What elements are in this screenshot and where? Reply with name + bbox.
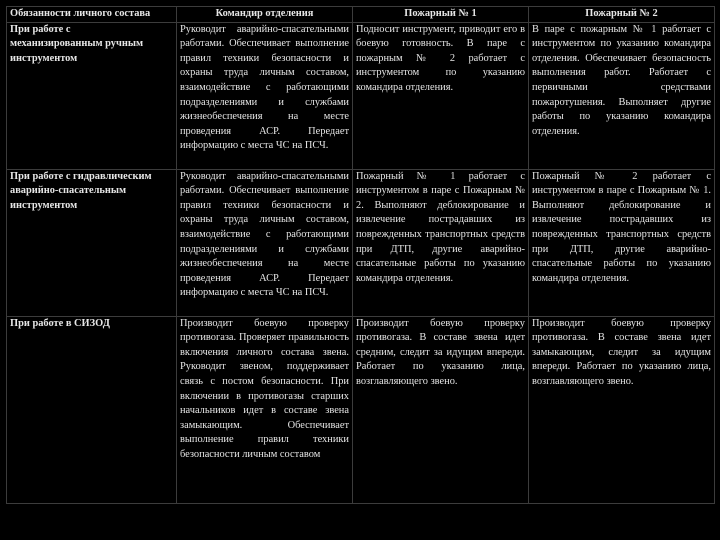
firefighter-2-cell: Пожарный № 2 работает с инструментом в паре с Пожарным № 1. Выполняют деблокирование и извлечение пострадавших из поврежденных транспортных средств при ДТП, другие аварийно-спасательные работы по указанию командира отделения.: [529, 169, 715, 316]
row-title: При работе в СИЗОД: [7, 316, 177, 503]
duties-table: [6, 6, 715, 504]
commander-cell: Руководит аварийно-спасательными работами. Обеспечивает выполнение правил техники безопасности и охраны труда личным составом, взаимодействие с работающими подразделениями и службами жизнеобеспечения на месте проведения АСР. Передает информацию с места ЧС на ПСЧ.: [177, 169, 353, 316]
header-row: [7, 7, 715, 23]
header-commander: Командир отделения: [177, 7, 353, 23]
header-duties: Обязанности личного состава: [7, 7, 177, 23]
header-firefighter-2: Пожарный № 2: [529, 7, 715, 23]
row-title: При работе с гидравлическим аварийно-спасательным инструментом: [7, 169, 177, 316]
table-row: [7, 169, 715, 316]
firefighter-1-cell: Производит боевую проверку противогаза. В составе звена идет средним, следит за идущим впереди. Работает по указанию лица, возглавляющего звено.: [353, 316, 529, 503]
firefighter-1-cell: Пожарный № 1 работает с инструментом в паре с Пожарным № 2. Выполняют деблокирование и извлечение пострадавших из поврежденных транспортных средств при ДТП, другие аварийно-спасательные работы по указанию командира отделения.: [353, 169, 529, 316]
table-row: [7, 316, 715, 503]
commander-cell: Руководит аварийно-спасательными работами. Обеспечивает выполнение правил техники безопасности и охраны труда личным составом, взаимодействие с работающими подразделениями и службами жизнеобеспечения на месте проведения АСР. Передает информацию с места ЧС на ПСЧ.: [177, 22, 353, 169]
firefighter-1-cell: Подносит инструмент, приводит его в боевую готовность. В паре с пожарным № 2 работает с инструментом по указанию командира отделения.: [353, 22, 529, 169]
table-row: [7, 22, 715, 169]
header-firefighter-1: Пожарный № 1: [353, 7, 529, 23]
row-title: При работе с механизированным ручным инструментом: [7, 22, 177, 169]
commander-cell: Производит боевую проверку противогаза. Проверяет правильность включения личного состава звена. Руководит звеном, поддерживает связь с постом безопасности. При включении в противогазы старших начальников идет в составе звена замыкающим. Обеспечивает выполнение правил техники безопасности личным составом: [177, 316, 353, 503]
firefighter-2-cell: В паре с пожарным № 1 работает с инструментом по указанию командира отделения. Обеспечивает безопасность выполнения работ. Работает с первичными средствами пожаротушения. Выполняет другие работы по указанию командира отделения.: [529, 22, 715, 169]
firefighter-2-cell: Производит боевую проверку противогаза. В составе звена идет замыкающим, следит за идущим впереди. Работает по указанию лица, возглавляющего звено.: [529, 316, 715, 503]
